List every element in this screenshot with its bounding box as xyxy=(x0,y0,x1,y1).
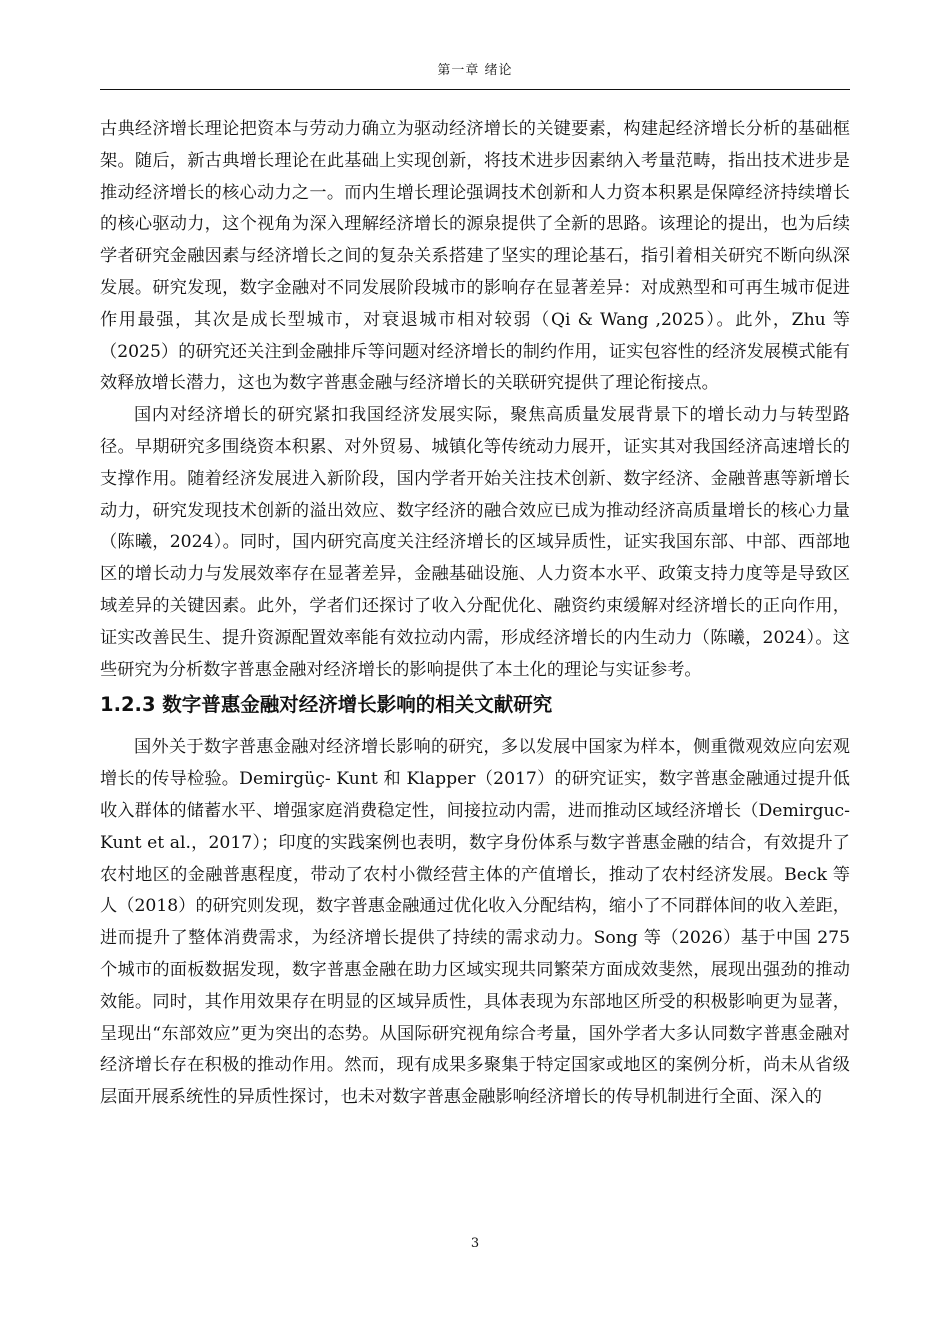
section-heading: 1.2.3 数字普惠金融对经济增长影响的相关文献研究 xyxy=(100,693,553,717)
paragraph-foreign-research: 国外关于数字普惠金融对经济增长影响的研究，多以发展中国家为样本，侧重微观效应向宏观增长的传导检验。Demirgüç- Kunt 和 Klapper（2017）的研究证实，数字普惠金融通过提升低收入群体的储蓄水平、增强家庭消费稳定性，间接拉动内需，进而推动区域经济增长（Demirguc-Kunt et al.，2017）；印度的实践案例也表明，数字身份体系与数字普惠金融的结合，有效提升了农村地区的金融普惠程度，带动了农村小微经营主体的产值增长，推动了农村经济发展。Beck 等人（2018）的研究则发现，数字普惠金融通过优化收入分配结构，缩小了不同群体间的收入差距，进而提升了整体消费需求，为经济增长提供了持续的需求动力。Song 等（2026）基于中国 275 个城市的面板数据发现，数字普惠金融在助力区域实现共同繁荣方面成效斐然，展现出强劲的推动效能。同时，其作用效果存在明显的区域异质性，具体表现为东部地区所受的积极影响更为显著，呈现出“东部效应”更为突出的态势。从国际研究视角综合考量，国外学者大多认同数字普惠金融对经济增长存在积极的推动作用。然而，现有成果多聚集于特定国家或地区的案例分析，尚未从省级层面开展系统性的异质性探讨，也未对数字普惠金融影响经济增长的传导机制进行全面、深入的 xyxy=(100,737,850,1108)
header-rule xyxy=(100,89,850,90)
body-text xyxy=(100,114,850,1114)
page-number: 3 xyxy=(470,1236,480,1251)
paragraph-continued: 古典经济增长理论把资本与劳动力确立为驱动经济增长的关键要素，构建起经济增长分析的基础框架。随后，新古典增长理论在此基础上实现创新，将技术进步因素纳入考量范畴，指出技术进步是推动经济增长的核心动力之一。而内生增长理论强调技术创新和人力资本积累是保障经济持续增长的核心驱动力，这个视角为深入理解经济增长的源泉提供了全新的思路。该理论的提出，也为后续学者研究金融因素与经济增长之间的复杂关系搭建了坚实的理论基石，指引着相关研究不断向纵深发展。研究发现，数字金融对不同发展阶段城市的影响存在显著差异：对成熟型和可再生城市促进作用最强，其次是成长型城市，对衰退城市相对较弱（Qi & Wang ,2025）。此外，Zhu 等（2025）的研究还关注到金融排斥等问题对经济增长的制约作用，证实包容性的经济发展模式能有效释放增长潜力，这也为数字普惠金融与经济增长的关联研究提供了理论衔接点。 xyxy=(100,119,850,394)
paragraph-domestic-research: 国内对经济增长的研究紧扣我国经济发展实际，聚焦高质量发展背景下的增长动力与转型路径。早期研究多围绕资本积累、对外贸易、城镇化等传统动力展开，证实其对我国经济高速增长的支撑作用。随着经济发展进入新阶段，国内学者开始关注技术创新、数字经济、金融普惠等新增长动力，研究发现技术创新的溢出效应、数字经济的融合效应已成为推动经济高质量增长的核心力量（陈曦，2024）。同时，国内研究高度关注经济增长的区域异质性，证实我国东部、中部、西部地区的增长动力与发展效率存在显著差异，金融基础设施、人力资本水平、政策支持力度等是导致区域差异的关键因素。此外，学者们还探讨了收入分配优化、融资约束缓解对经济增长的正向作用，证实改善民生、提升资源配置效率能有效拉动内需，形成经济增长的内生动力（陈曦，2024）。这些研究为分析数字普惠金融对经济增长的影响提供了本土化的理论与实证参考。 xyxy=(100,405,850,680)
running-header: 第一章 绪论 xyxy=(437,63,513,78)
